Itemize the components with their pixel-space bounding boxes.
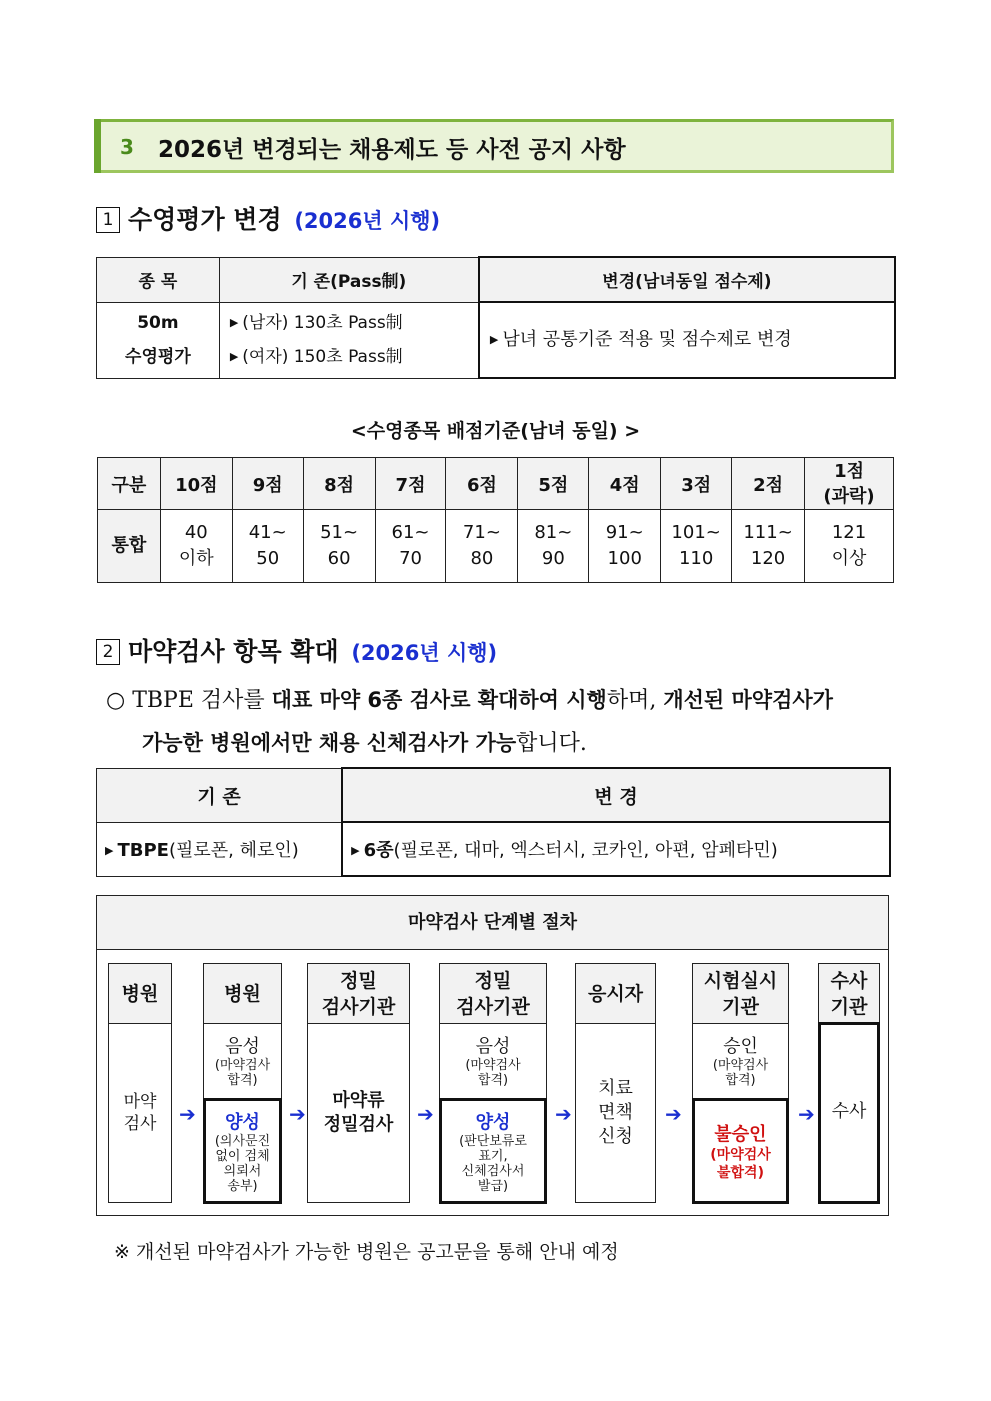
step-investigation-box (818, 1022, 880, 1204)
t1-existing (219, 302, 479, 378)
t2-score-last-line2: (과락) (823, 485, 875, 507)
step-positive-box: 양성 (판단보류로 표기, 신체검사서 발급) (439, 1098, 547, 1204)
step-text: 면책 (598, 1102, 633, 1123)
step-text: 검사 (123, 1114, 157, 1134)
step-applicant (575, 963, 656, 1203)
step-text: 마약류 (332, 1090, 385, 1111)
t1-item-line2: 수영평가 (125, 347, 191, 367)
arrow-right-icon: ➔ (665, 1102, 682, 1126)
section-header (94, 119, 894, 173)
para-bold: 개선된 마약검사가 (663, 688, 833, 712)
t3-change-rest: (필로폰, 대마, 엑스터시, 코카인, 아편, 암페타민) (393, 840, 778, 861)
t2-score: 7점 (375, 458, 446, 510)
drug-test-procedure (96, 895, 889, 1216)
t2-score-last-line1: 1점 (834, 460, 864, 482)
t2-range: 40 이하 (160, 510, 232, 583)
t2-score: 3점 (661, 458, 732, 510)
t2-range: 41~ 50 (232, 510, 303, 583)
t1-existing-male: (남자) 130초 Pass制 (242, 313, 403, 333)
t2-score: 6점 (446, 458, 518, 510)
arrow-right-icon: ➔ (555, 1102, 572, 1126)
t1-existing-female: (여자) 150초 Pass制 (242, 347, 403, 367)
step-hospital-2 (203, 963, 282, 1203)
section-number: 3 (120, 135, 134, 159)
step-lab-1 (307, 963, 410, 1203)
t2-corner: 구분 (98, 458, 161, 510)
step-body (308, 1024, 409, 1202)
step-text: 치료 (598, 1078, 633, 1099)
t2-range: 71~ 80 (446, 510, 518, 583)
arrow-right-icon: ➔ (417, 1102, 434, 1126)
triangle-bullet-icon: ▶ (229, 316, 239, 329)
step-positive-label: 양성 (475, 1112, 511, 1133)
t2-range: 91~ 100 (589, 510, 661, 583)
step-investigation (818, 963, 880, 1203)
t3-header-existing: 기 존 (97, 768, 343, 822)
triangle-bullet-icon: ▶ (105, 844, 114, 857)
step-lab-2 (439, 963, 547, 1203)
footnote: ※ 개선된 마약검사가 가능한 병원은 공고문을 통해 안내 예정 (114, 1241, 619, 1263)
drug-test-change-table (96, 767, 891, 877)
t3-change-bold: 6종 (363, 840, 394, 861)
step-reject-box: 불승인 (마약검사 불합격) (692, 1098, 789, 1204)
subsection-1-heading (96, 200, 440, 236)
step-head: 시험실시 기관 (693, 964, 788, 1024)
t2-range: 121 이상 (805, 510, 894, 583)
t2-range: 111~ 120 (732, 510, 805, 583)
t2-score: 8점 (303, 458, 375, 510)
t2-range: 81~ 90 (518, 510, 589, 583)
t3-existing-rest: (필로폰, 헤로인) (168, 840, 299, 861)
t1-header-existing: 기 존(Pass制) (219, 257, 479, 302)
para-text: TBPE 검사를 (125, 688, 272, 713)
step-negative-label: 음성 (225, 1036, 260, 1057)
step-head: 수사 기관 (819, 964, 879, 1024)
step-reject-label: 불승인 (714, 1124, 767, 1145)
triangle-bullet-icon: ▶ (489, 333, 499, 346)
arrow-right-icon: ➔ (179, 1102, 196, 1126)
step-head: 병원 (204, 964, 281, 1024)
t3-change (342, 822, 890, 876)
step-approve-label: 승인 (723, 1036, 758, 1057)
step-positive-box: 양성 (의사문진 없이 검체 의뢰서 송부) (203, 1098, 282, 1204)
triangle-bullet-icon: ▶ (351, 844, 360, 857)
t2-row-label: 통합 (98, 510, 161, 583)
step-text: 마약 (123, 1092, 157, 1112)
step-exam-agency (692, 963, 789, 1203)
t1-header-item: 종 목 (97, 257, 220, 302)
score-table (97, 457, 894, 583)
step-negative-label: 음성 (475, 1036, 511, 1057)
step-negative: 음성 (마약검사 합격) (465, 1036, 521, 1088)
step-head: 정밀 검사기관 (308, 964, 409, 1024)
procedure-title: 마약검사 단계별 절차 (97, 896, 888, 950)
step-negative: 음성 (마약검사 합격) (214, 1036, 271, 1088)
t2-range: 51~ 60 (303, 510, 375, 583)
subsection-1-number: 1 (96, 207, 120, 233)
triangle-bullet-icon: ▶ (229, 350, 239, 363)
t2-score-last (805, 458, 894, 510)
step-text: 정밀검사 (323, 1114, 394, 1135)
step-body (576, 1024, 655, 1202)
t3-existing-bold: TBPE (117, 840, 169, 861)
step-head: 정밀 검사기관 (440, 964, 546, 1024)
arrow-right-icon: ➔ (289, 1102, 306, 1126)
section-header-accent (94, 119, 101, 173)
para-text: 합니다. (516, 731, 587, 756)
t2-score: 10점 (160, 458, 232, 510)
t2-score: 2점 (732, 458, 805, 510)
section-title: 2026년 변경되는 채용제도 등 사전 공지 사항 (158, 137, 626, 163)
t1-change (479, 302, 895, 378)
t3-header-change: 변 경 (342, 768, 890, 822)
subsection-1-tag: (2026년 시행) (294, 209, 441, 233)
subsection-2-heading (96, 632, 497, 668)
swim-change-table (96, 256, 896, 379)
step-approve: 승인 (마약검사 합격) (712, 1036, 769, 1088)
t2-range: 61~ 70 (375, 510, 446, 583)
para-bold: 가능한 병원에서만 채용 신체검사가 가능 (142, 731, 517, 755)
t1-header-change: 변경(남녀동일 점수제) (479, 257, 895, 302)
t2-score: 4점 (589, 458, 661, 510)
step-head: 병원 (109, 964, 171, 1024)
drug-test-paragraph (106, 679, 906, 765)
t2-score: 9점 (232, 458, 303, 510)
subsection-2-title: 마약검사 항목 확대 (128, 637, 339, 666)
para-text: 하며, (606, 688, 664, 713)
step-text: 신청 (598, 1126, 633, 1147)
t1-change-text: 남녀 공통기준 적용 및 점수제로 변경 (502, 329, 792, 350)
step-head: 응시자 (576, 964, 655, 1024)
circle-bullet: ○ (106, 688, 126, 713)
t1-item-line1: 50m (137, 313, 179, 333)
t2-range: 101~ 110 (661, 510, 732, 583)
step-hospital-1 (108, 963, 172, 1203)
score-table-caption: <수영종목 배점기준(남녀 동일) > (350, 420, 641, 442)
step-text: 수사 (831, 1101, 867, 1122)
arrow-right-icon: ➔ (798, 1102, 815, 1126)
t3-existing (97, 822, 343, 876)
t2-score: 5점 (518, 458, 589, 510)
step-body (109, 1024, 171, 1202)
subsection-2-number: 2 (96, 639, 120, 665)
subsection-1-title: 수영평가 변경 (128, 205, 282, 234)
subsection-2-tag: (2026년 시행) (351, 641, 498, 665)
step-positive-label: 양성 (225, 1112, 260, 1133)
para-bold: 대표 마약 6종 검사로 확대하여 시행 (271, 688, 607, 712)
t1-item (97, 302, 220, 378)
